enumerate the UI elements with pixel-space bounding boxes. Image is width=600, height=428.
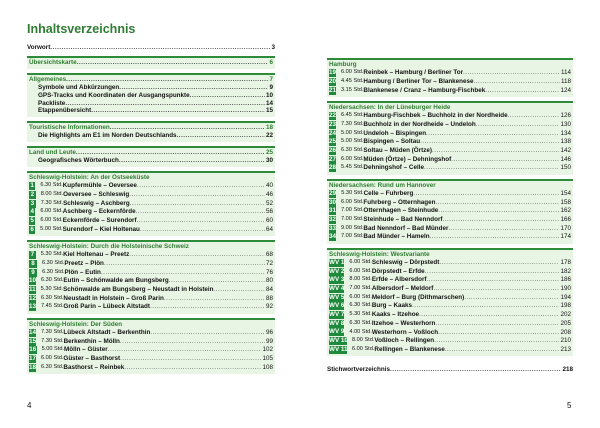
stage-number: 18 <box>29 363 37 371</box>
stage-row[interactable] <box>329 233 571 242</box>
stage-row[interactable] <box>29 199 273 208</box>
stage-page: 190 <box>560 285 571 293</box>
toc-right-column <box>327 58 573 374</box>
stage-duration: 5.30 Std. <box>40 286 64 293</box>
stage-duration: 6.30 Std. <box>349 302 372 309</box>
section-hamburg <box>327 58 573 97</box>
stage-title: Schleswig – Dörpstedt <box>371 259 440 267</box>
stage-number: WV 2 <box>329 267 345 275</box>
stage-row[interactable] <box>329 276 571 285</box>
stage-title: Hamburg / Berliner Tor – Blankenese <box>363 77 474 85</box>
stage-row[interactable] <box>329 328 571 337</box>
stage-row[interactable] <box>29 286 273 295</box>
stage-page: 40 <box>265 182 273 190</box>
stage-page: 146 <box>560 155 571 163</box>
stage-duration: 3.15 Std. <box>341 86 364 93</box>
stage-page: 76 <box>265 268 273 276</box>
stage-title: Aschberg – Eckernförde <box>62 208 136 216</box>
stage-row[interactable] <box>29 268 273 277</box>
stage-row[interactable] <box>329 86 571 95</box>
stage-row[interactable] <box>329 207 571 216</box>
stage-number: WV 7 <box>329 311 345 319</box>
stage-duration: 8.00 Std. <box>349 276 372 283</box>
section-heading: Schleswig-Holstein: Westvariante <box>329 250 430 258</box>
stage-row[interactable] <box>29 191 273 200</box>
toc-entry-title: Übersichtskarte <box>29 58 77 66</box>
stage-number: 21 <box>329 86 337 94</box>
toc-entry-page: 18 <box>265 124 273 132</box>
stage-duration: 7.30 Std. <box>41 329 64 336</box>
stage-duration: 5.30 Std. <box>341 189 364 196</box>
stage-page: 142 <box>560 147 571 155</box>
stage-page: 72 <box>265 259 273 267</box>
section-heading: Schleswig-Holstein: Durch die Holsteinische Schweiz <box>29 243 189 250</box>
stage-number: 15 <box>29 337 37 345</box>
stage-page: 102 <box>262 346 273 354</box>
toc-entry-page: 30 <box>265 157 273 165</box>
stage-row[interactable] <box>29 208 273 217</box>
stage-row[interactable] <box>329 293 571 302</box>
toc-entry-title: Etappenübersicht <box>38 107 92 115</box>
stage-title: Burg – Kaaks <box>371 302 413 310</box>
stage-page: 118 <box>560 77 571 85</box>
stage-title: Dörpstedt – Erfde <box>371 267 425 275</box>
stage-page: 80 <box>265 277 273 285</box>
stage-number: 27 <box>329 155 337 163</box>
section-heading: Niedersachsen: In der Lüneburger Heide <box>329 103 451 111</box>
stage-title: Neustadt in Holstein – Groß Parin <box>63 294 164 302</box>
stage-page: 124 <box>560 86 571 94</box>
toc-entry-allgemeines[interactable] <box>29 76 273 84</box>
stage-number: 5 <box>30 216 34 224</box>
stage-number: 6 <box>30 225 34 233</box>
stage-row[interactable] <box>329 112 571 121</box>
stage-page: 88 <box>265 294 273 302</box>
stage-row[interactable] <box>329 311 571 320</box>
stage-duration: 6.30 Std. <box>41 277 64 284</box>
stage-title: Bad Münder – Hameln <box>363 233 430 241</box>
stage-title: Bispingen – Soltau <box>363 138 421 146</box>
stage-number: WV 3 <box>329 276 345 284</box>
stage-page: 194 <box>560 293 571 301</box>
stage-number: WV 5 <box>329 293 345 301</box>
stage-page: 150 <box>560 164 571 172</box>
stage-row[interactable] <box>329 155 571 164</box>
toc-entry-page: 6 <box>269 58 273 66</box>
stage-page: 158 <box>560 198 571 206</box>
stage-duration: 6.00 Std. <box>341 155 364 162</box>
stage-title: Eckernförde – Surendorf <box>62 217 137 225</box>
stage-row[interactable] <box>329 138 571 147</box>
stage-duration: 7.45 Std. <box>41 303 64 310</box>
stage-number: WV 11 <box>329 345 348 353</box>
stage-row[interactable] <box>329 164 571 173</box>
stage-number: 33 <box>329 224 337 232</box>
stage-number: WV 9 <box>329 328 345 336</box>
stage-title: Steinhude – Bad Nenndorf <box>363 216 443 224</box>
stage-number: 3 <box>30 199 35 207</box>
stage-title: Groß Parin – Lübeck Altstadt <box>63 303 150 311</box>
section-ostsee <box>27 171 275 236</box>
stage-title: Bad Nenndorf – Bad Münder <box>363 224 449 232</box>
stage-title: Westerhorn – Voßloch <box>371 328 439 336</box>
stage-title: Güster – Basthorst <box>63 355 121 363</box>
stage-row[interactable] <box>329 190 571 199</box>
section-heide <box>327 101 573 175</box>
stage-duration: 6.00 Std. <box>349 259 372 266</box>
stage-number: 13 <box>29 303 37 311</box>
stage-number: WV 4 <box>329 285 345 293</box>
stage-number: 25 <box>329 138 337 146</box>
stage-page: 114 <box>560 69 571 77</box>
toc-subentry[interactable] <box>29 84 273 92</box>
stage-number: WV 8 <box>329 319 345 327</box>
toc-entry-page: 10 <box>265 91 273 99</box>
stage-page: 154 <box>560 189 571 197</box>
stage-page: 52 <box>265 199 273 207</box>
stage-duration: 6.00 Std. <box>40 208 63 215</box>
stage-page: 198 <box>560 302 571 310</box>
stage-duration: 6.00 Std. <box>341 198 364 205</box>
stage-duration: 7.30 Std. <box>40 199 64 206</box>
stage-duration: 6.30 Std. <box>40 182 63 189</box>
stage-page: 108 <box>262 363 273 371</box>
stage-duration: 5.30 Std. <box>40 251 64 258</box>
stage-title: Surendorf – Kiel Holtenau <box>62 225 140 233</box>
stage-row[interactable] <box>29 346 273 355</box>
stage-number: 8 <box>29 260 37 268</box>
toc-entry-touristisch[interactable] <box>29 124 273 132</box>
stage-duration: 6.45 Std. <box>341 112 364 119</box>
stage-duration: 6.30 Std. <box>341 147 364 154</box>
stage-row[interactable] <box>29 363 273 372</box>
stage-number: 11 <box>29 286 36 293</box>
stage-duration: 9.00 Std. <box>341 224 364 231</box>
stage-number: 31 <box>329 207 337 215</box>
stage-page: 178 <box>560 259 571 267</box>
stage-title: Erfde – Albersdorf <box>371 276 427 284</box>
stage-title: Kiel Holtenau – Preetz <box>63 251 130 259</box>
toc-subentry[interactable] <box>29 157 273 165</box>
toc-entry-page: 7 <box>269 75 273 83</box>
stage-title: Oeversee – Schleswig <box>63 190 130 198</box>
stage-page: 182 <box>560 267 571 275</box>
stage-row[interactable] <box>329 224 571 233</box>
stage-row[interactable] <box>29 294 273 303</box>
stage-row[interactable] <box>29 277 273 286</box>
stage-duration: 5.00 Std. <box>341 129 364 136</box>
stage-duration: 7.00 Std. <box>341 233 364 240</box>
stage-title: Undeloh – Bispingen <box>363 129 427 137</box>
stage-number: 14 <box>29 328 37 336</box>
stage-title: Rellingen – Blankenese <box>374 345 445 353</box>
stage-duration: 5.00 Std. <box>341 138 364 145</box>
stage-duration: 7.00 Std. <box>341 216 364 223</box>
stage-page: 130 <box>560 120 571 128</box>
toc-entry-page: 3 <box>271 44 275 51</box>
stage-number: WV 6 <box>329 302 345 310</box>
stage-row[interactable] <box>29 260 273 269</box>
toc-entry-stichwort[interactable] <box>327 366 573 374</box>
stage-duration: 6.00 Std. <box>41 355 64 362</box>
section-heading: Schleswig-Holstein: An der Ostseeküste <box>29 173 150 181</box>
stage-number: 1 <box>30 182 34 190</box>
toc-entry-title: Land und Leute <box>29 149 76 157</box>
stage-duration: 4.45 Std. <box>341 77 364 84</box>
stage-duration: 6.30 Std. <box>41 294 64 301</box>
toc-entry-landleute[interactable] <box>29 149 273 157</box>
stage-page: 105 <box>262 355 273 363</box>
toc-entry-page: 25 <box>265 149 273 157</box>
toc-entry-title: Touristische Informationen <box>29 124 110 132</box>
stage-row[interactable] <box>329 147 571 156</box>
stage-page: 162 <box>560 207 571 215</box>
stage-duration: 6.30 Std. <box>349 319 372 326</box>
toc-entry-title: Allgemeines <box>29 75 67 83</box>
stage-page: 170 <box>560 224 571 232</box>
toc-entry-title: Die Highlights am E1 im Norden Deutschlands <box>38 132 177 140</box>
toc-entry-page: 218 <box>562 366 573 374</box>
stage-row[interactable] <box>29 303 273 312</box>
section-sueden <box>27 318 275 374</box>
stage-page: 174 <box>560 233 571 241</box>
stage-number: 9 <box>29 269 37 277</box>
stage-page: 64 <box>265 225 273 233</box>
stage-title: Eutin – Schönwalde am Bungsberg <box>63 277 169 285</box>
stage-number: 4 <box>30 208 34 216</box>
section-heading: Schleswig-Holstein: Der Süden <box>29 320 123 328</box>
toc-entry-title: Packliste <box>38 99 66 107</box>
stage-page: 68 <box>265 251 273 259</box>
stage-title: Lübeck Altstadt – Berkenthin <box>63 329 151 337</box>
toc-subentry[interactable] <box>29 100 273 108</box>
stage-duration: 8.00 Std. <box>40 190 64 197</box>
stage-number: 30 <box>329 198 337 206</box>
stage-page: 134 <box>560 129 571 137</box>
section-heading: Hamburg <box>329 61 357 68</box>
stage-row[interactable] <box>329 337 571 346</box>
stage-page: 213 <box>560 345 571 353</box>
toc-entry-title: Stichwortverzeichnis <box>327 366 390 374</box>
stage-title: Fuhrberg – Otternhagen <box>363 198 436 206</box>
stage-duration: 6.30 Std. <box>41 363 64 370</box>
stage-duration: 8.00 Std. <box>352 337 375 344</box>
stage-page: 99 <box>265 337 273 345</box>
stage-number: 26 <box>329 146 337 154</box>
stage-row[interactable] <box>329 129 571 138</box>
stage-title: Schleswig – Aschberg <box>63 199 130 207</box>
stage-row[interactable] <box>329 302 571 311</box>
stage-page: 60 <box>265 217 273 225</box>
stage-row[interactable] <box>329 198 571 207</box>
stage-duration: 6.00 Std. <box>352 345 375 352</box>
stage-number: 19 <box>329 69 337 77</box>
stage-page: 138 <box>560 138 571 146</box>
stage-row[interactable] <box>29 217 273 226</box>
toc-entry-title: Symbole und Abkürzungen <box>38 83 120 91</box>
stage-page: 96 <box>265 329 273 337</box>
stage-row[interactable] <box>329 259 571 268</box>
toc-entry-uebersicht[interactable] <box>29 59 273 67</box>
toc-entry-vorwort[interactable] <box>27 44 275 52</box>
page-number-left: 4 <box>27 401 32 410</box>
stage-row[interactable] <box>29 182 273 191</box>
toc-left-column <box>27 44 275 374</box>
stage-duration: 7.00 Std. <box>349 285 372 292</box>
stage-number: 2 <box>30 190 35 198</box>
stage-row[interactable] <box>329 78 571 87</box>
toc-entry-page: 14 <box>265 99 273 107</box>
stage-title: Otternhagen – Steinhude <box>363 207 439 215</box>
stage-page: 205 <box>560 319 571 327</box>
stage-duration: 5.30 Std. <box>349 311 372 318</box>
toc-subentry[interactable] <box>29 107 273 115</box>
stage-number: 22 <box>329 112 337 120</box>
stage-number: 12 <box>29 294 37 302</box>
stage-title: Blankenese / Cranz – Hamburg-Fischbek <box>363 86 486 94</box>
stage-number: 17 <box>29 355 37 363</box>
stage-title: Celle – Fuhrberg <box>363 189 414 197</box>
toc-subentry[interactable] <box>29 92 273 100</box>
stage-duration: 5.45 Std. <box>341 164 364 171</box>
stage-title: Berkenthin – Mölln <box>63 337 120 345</box>
stage-title: Itzehoe – Westerhorn <box>371 319 436 327</box>
stage-title: Schönwalde am Bungsberg – Neustadt in Holstein <box>63 286 214 294</box>
stage-title: Hamburg-Fischbek – Buchholz in der Nordheide <box>363 112 508 120</box>
toc-entry-title: Vorwort <box>27 44 51 51</box>
stage-page: 46 <box>265 190 273 198</box>
stage-number: 20 <box>329 77 337 85</box>
section-touristisch <box>27 121 275 142</box>
stage-row[interactable] <box>329 216 571 225</box>
stage-page: 166 <box>560 216 571 224</box>
stage-number: 7 <box>30 251 35 259</box>
stage-page: 202 <box>560 311 571 319</box>
stage-duration: 5.00 Std. <box>41 346 64 353</box>
stage-duration: 7.30 Std. <box>341 120 364 127</box>
stage-duration: 6.00 Std. <box>341 69 364 76</box>
stage-duration: 6.30 Std. <box>41 259 65 266</box>
section-uebersicht <box>27 56 275 69</box>
stage-title: Albersdorf – Meldorf <box>371 285 434 293</box>
stage-duration: 5.00 Std. <box>40 225 63 232</box>
toc-entry-title: Geografisches Wörterbuch <box>38 157 119 165</box>
section-westvariante <box>327 248 573 356</box>
stage-number: 34 <box>329 233 337 241</box>
stage-number: WV 10 <box>329 337 348 345</box>
stage-row[interactable] <box>329 121 571 130</box>
toc-subentry[interactable] <box>29 132 273 140</box>
stage-title: Müden (Örtze) – Dehningshof <box>363 155 452 163</box>
stage-row[interactable] <box>329 346 571 355</box>
section-hannover <box>327 179 573 244</box>
stage-page: 208 <box>560 328 571 336</box>
stage-duration: 7.30 Std. <box>41 337 64 344</box>
stage-duration: 7.00 Std. <box>341 207 364 214</box>
stage-page: 92 <box>265 303 273 311</box>
stage-row[interactable] <box>29 251 273 260</box>
stage-title: Soltau – Müden (Örtze) <box>363 147 432 155</box>
toc-entry-page: 9 <box>269 83 273 91</box>
toc-entry-page: 22 <box>265 132 273 140</box>
stage-title: Preetz – Plön <box>64 259 104 267</box>
stage-duration: 6.30 Std. <box>42 268 65 275</box>
stage-duration: 6.00 Std. <box>349 293 372 300</box>
stage-title: Basthorst – Reinbek <box>63 363 125 371</box>
stage-number: 28 <box>329 164 337 172</box>
stage-number: WV 1 <box>329 258 345 266</box>
stage-number: 16 <box>29 346 37 354</box>
page-title: Inhaltsverzeichnis <box>27 22 136 36</box>
stage-row[interactable] <box>29 337 273 346</box>
stage-page: 56 <box>265 208 273 216</box>
stage-number: 23 <box>329 120 337 128</box>
stage-duration: 4.00 Std. <box>349 328 372 335</box>
stage-title: Kupfermühle – Oeversee <box>62 182 137 190</box>
stage-title: Dehningshof – Celle <box>363 164 424 172</box>
stage-page: 186 <box>560 276 571 284</box>
stage-duration: 6.00 Std. <box>40 217 63 224</box>
stage-row[interactable] <box>329 319 571 328</box>
stage-row[interactable] <box>29 225 273 234</box>
section-holstein <box>27 240 275 314</box>
stage-number: 10 <box>29 277 37 285</box>
stage-page: 126 <box>560 112 571 120</box>
stage-row[interactable] <box>29 355 273 364</box>
section-allgemeines <box>27 73 275 118</box>
stage-number: 32 <box>329 216 337 223</box>
stage-row[interactable] <box>29 329 273 338</box>
stage-row[interactable] <box>329 267 571 276</box>
stage-title: Meldorf – Burg (Dithmarschen) <box>371 293 465 301</box>
stage-row[interactable] <box>329 285 571 294</box>
stage-row[interactable] <box>329 69 571 78</box>
stage-number: 24 <box>329 129 337 137</box>
stage-duration: 6.00 Std. <box>349 267 372 274</box>
stage-title: Mölln – Güster <box>64 346 108 354</box>
stage-title: Kaaks – Itzehoe <box>371 311 420 319</box>
section-landleute <box>27 146 275 167</box>
toc-entry-title: GPS-Tracks und Koordinaten der Ausgangspunkte <box>38 91 190 99</box>
stage-title: Reinbek – Hamburg / Berliner Tor <box>363 69 464 77</box>
stage-page: 84 <box>265 286 273 294</box>
page-number-right: 5 <box>567 401 572 410</box>
stage-page: 210 <box>560 337 571 345</box>
stage-title: Buchholz in der Nordheide – Undeloh <box>363 120 476 128</box>
stage-title: Voßloch – Rellingen <box>374 337 435 345</box>
toc-entry-page: 15 <box>265 107 273 115</box>
section-heading: Niedersachsen: Rund um Hannover <box>329 181 436 189</box>
stage-title: Plön – Eutin <box>64 268 101 276</box>
stage-number: 29 <box>329 189 337 197</box>
